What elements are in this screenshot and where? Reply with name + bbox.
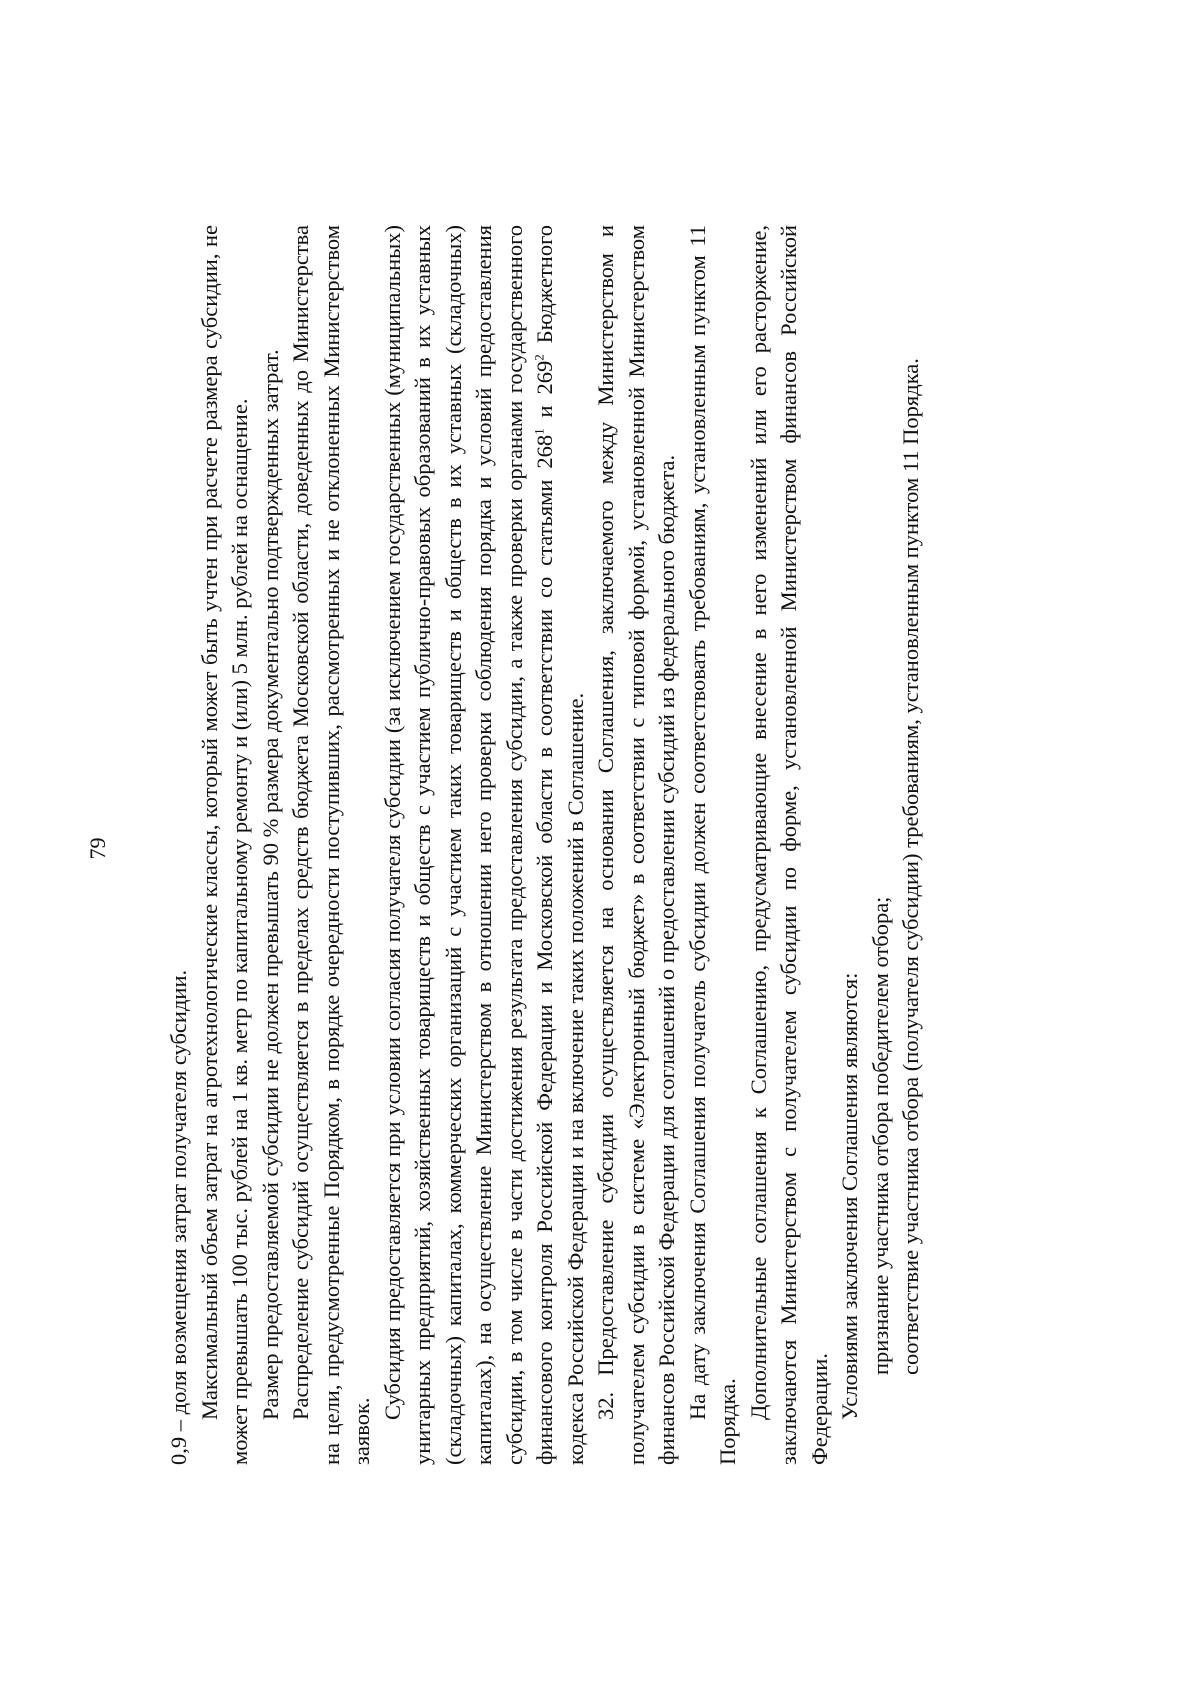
- paragraph-consent-condition: [378, 225, 592, 1465]
- consent-text-part-2: и 269: [532, 360, 557, 429]
- consent-text-part-3: Бюджетного кодекса Российской Федерации и на включение таких положений в Соглашение.: [532, 224, 588, 1465]
- paragraph-distribution: Распределение субсидий осуществляется в пределах средств бюджета Московской области, доведенных до Министерства на цели, предусмотренные Порядком, в порядке очередности поступивших, рассмотренных и не отклоненных Министерством заявок.: [288, 225, 374, 1465]
- superscript-1: 1: [531, 428, 547, 435]
- body-text: [164, 225, 927, 1465]
- paragraph-max-costs: Максимальный объем затрат на агротехнологические классы, который может быть учтен при расчете размера субсидии, не может превышать 100 тыс. рублей на 1 кв. метр по капитальному ремонту и (или) 5 млн. рублей на оснащение.: [196, 225, 252, 1465]
- list-item-winner-recognition: признание участника отбора победителем отбора;: [867, 896, 893, 1375]
- paragraph-additional-agreements: Дополнительные соглашения к Соглашению, предусматривающие внесение в него изменений или его расторжение, заключаются Министерством с получателем субсидии по форме, установленной Министерством финансов Российской Федерации.: [745, 225, 832, 1465]
- list-item-requirements-compliance: соответствие участника отбора (получателя субсидии) требованиям, установленным пунктом 11 Порядка.: [898, 358, 923, 1375]
- paragraph-subsidy-limit: Размер предоставляемой субсидии не должен превышать 90 % размера документально подтвержденных затрат.: [257, 349, 283, 1420]
- paragraph-share-of-costs: 0,9 – доля возмещения затрат получателя субсидии.: [166, 969, 191, 1465]
- consent-text-part-1: Субсидия предоставляется при условии согласия получателя субсидии (за исключением государственных (муниципальных) унитарных предприятий, хозяйственных товариществ и обществ с участием публично-правовых образований в их уставных (складочных) капиталах, коммерческих организаций с участием таких товариществ и обществ в их уставных (складочных) капиталах), на осуществление Министерством в отношении него проверки соблюдения порядка и условий предоставления субсидии, в том числе в части достижения результата предоставления субсидии, а также проверки органами государственного финансового контроля Российской Федерации и Московской области в соответствии со статьями 268: [379, 225, 557, 1465]
- paragraph-agreement-date-requirements: На дату заключения Соглашения получатель субсидии должен соответствовать требованиям, установленным пунктом 11 Порядка.: [684, 225, 740, 1465]
- paragraph-agreement-conditions: Условиями заключения Соглашения являются:: [837, 972, 862, 1420]
- superscript-2: 2: [531, 354, 547, 361]
- page-number: 79: [85, 837, 110, 860]
- paragraph-32-agreement: 32. Предоставление субсидии осуществляется на основании Соглашения, заключаемого между Министерством и получателем субсидии в системе «Электронный бюджет» в соответствии с типовой формой, установленной Министерством финансов Российской Федерации для соглашений о предоставлении субсидий из федерального бюджета.: [593, 225, 679, 1465]
